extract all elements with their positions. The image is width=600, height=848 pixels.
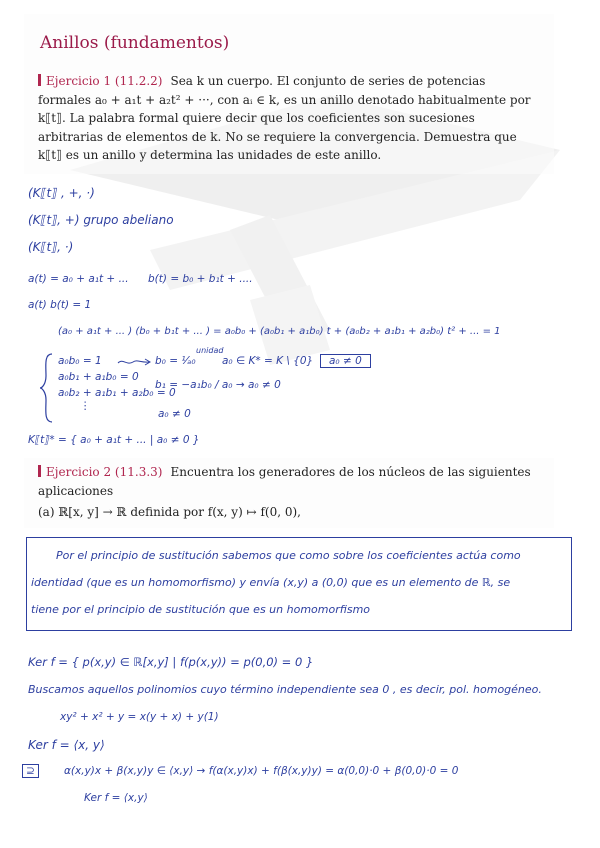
note-sys-2: a₀b₁ + a₁b₀ = 0 bbox=[58, 371, 139, 383]
exercise-2-item-a: (a) ℝ[x, y] → ℝ definida por f(x, y) ↦ f(0, 0), bbox=[38, 505, 301, 519]
note-a-series: a(t) = a₀ + a₁t + ... bbox=[28, 273, 129, 285]
exercise-1-label: Ejercicio 1 (11.2.2) bbox=[46, 74, 163, 88]
exercise-marker bbox=[38, 465, 41, 477]
note-example: xy² + x² + y = x(y + x) + y(1) bbox=[60, 711, 219, 723]
note-kernel-def: Ker f = { p(x,y) ∈ ℝ[x,y] | f(p(x,y)) = p(0,0) = 0 } bbox=[28, 655, 314, 669]
note-a0-units: a₀ ∈ K* = K \ {0} bbox=[222, 355, 314, 367]
note-mark: ⊇ bbox=[22, 764, 39, 778]
note-a0-nonzero: a₀ ≠ 0 bbox=[158, 408, 191, 420]
note-b1: b₁ = −a₁b₀ / a₀ → a₀ ≠ 0 bbox=[155, 379, 281, 391]
note-sys-dots: ⋮ bbox=[80, 400, 91, 412]
note-multiplicative: (K⟦t⟧, ·) bbox=[28, 240, 74, 254]
note-unidad: unidad bbox=[196, 346, 224, 355]
page-title: Anillos (fundamentos) bbox=[40, 33, 230, 53]
note-a0-boxed: a₀ ≠ 0 bbox=[320, 354, 371, 368]
note-sys-3: a₀b₂ + a₁b₁ + a₂b₀ = 0 bbox=[58, 387, 176, 399]
exercise-1-text: Sea k un cuerpo. El conjunto de series de potencias formales a₀ + a₁t + a₂t² + ···, con aᵢ ∈ k, es un anillo denotado habitualmente por k⟦t⟧. La palabra formal quiere decir que los coeficientes son sucesiones arbitrarias de elementos de k. No se requiere la convergencia. Demuestra que k⟦t⟧ es un anillo y determina las unidades de este anillo. bbox=[38, 74, 531, 162]
note-ring: (K⟦t⟧ , +, ·) bbox=[28, 186, 95, 200]
arrow-icon bbox=[117, 356, 153, 368]
note-product-expansion: (a₀ + a₁t + ... ) (b₀ + b₁t + ... ) = a₀b₀ + (a₀b₁ + a₁b₀) t + (a₀b₂ + a₁b₁ + a₂b₀) t² + ... = 1 bbox=[58, 326, 501, 337]
note-sys-1: a₀b₀ = 1 bbox=[58, 355, 102, 367]
exercise-1 bbox=[38, 72, 538, 165]
box-line-3: tiene por el principio de sustitución que es un homomorfismo bbox=[31, 603, 371, 616]
exercise-2-label: Ejercicio 2 (11.3.3) bbox=[46, 465, 163, 479]
box-line-1: Por el principio de sustitución sabemos que como sobre los coeficientes actúa como bbox=[56, 549, 521, 562]
note-product-one: a(t) b(t) = 1 bbox=[28, 299, 92, 311]
exercise-2-text: Encuentra los generadores de los núcleos de las siguientes aplicaciones bbox=[38, 465, 531, 498]
note-units-set: K⟦t⟧* = { a₀ + a₁t + ... | a₀ ≠ 0 } bbox=[28, 434, 200, 446]
note-proof: α(x,y)x + β(x,y)y ∈ ⟨x,y⟩ → f(α(x,y)x) + f(β(x,y)y) = α(0,0)·0 + β(0,0)·0 = 0 bbox=[64, 765, 459, 777]
note-b-series: b(t) = b₀ + b₁t + .... bbox=[148, 273, 253, 285]
note-kernel-result: Ker f = ⟨x,y⟩ bbox=[84, 792, 148, 804]
box-line-2: identidad (que es un homomorfismo) y envía (x,y) a (0,0) que es un elemento de ℝ, se bbox=[31, 576, 511, 589]
note-buscamos: Buscamos aquellos polinomios cuyo término independiente sea 0 , es decir, pol. homogéneo. bbox=[28, 683, 542, 696]
system-brace bbox=[38, 352, 54, 424]
note-b0: b₀ = ¹⁄ₐ₀ bbox=[155, 355, 196, 367]
exercise-2 bbox=[38, 463, 538, 522]
note-additive-group: (K⟦t⟧, +) grupo abeliano bbox=[28, 213, 174, 227]
note-kernel-gen: Ker f = ⟨x, y⟩ bbox=[28, 738, 105, 752]
exercise-marker bbox=[38, 74, 41, 86]
